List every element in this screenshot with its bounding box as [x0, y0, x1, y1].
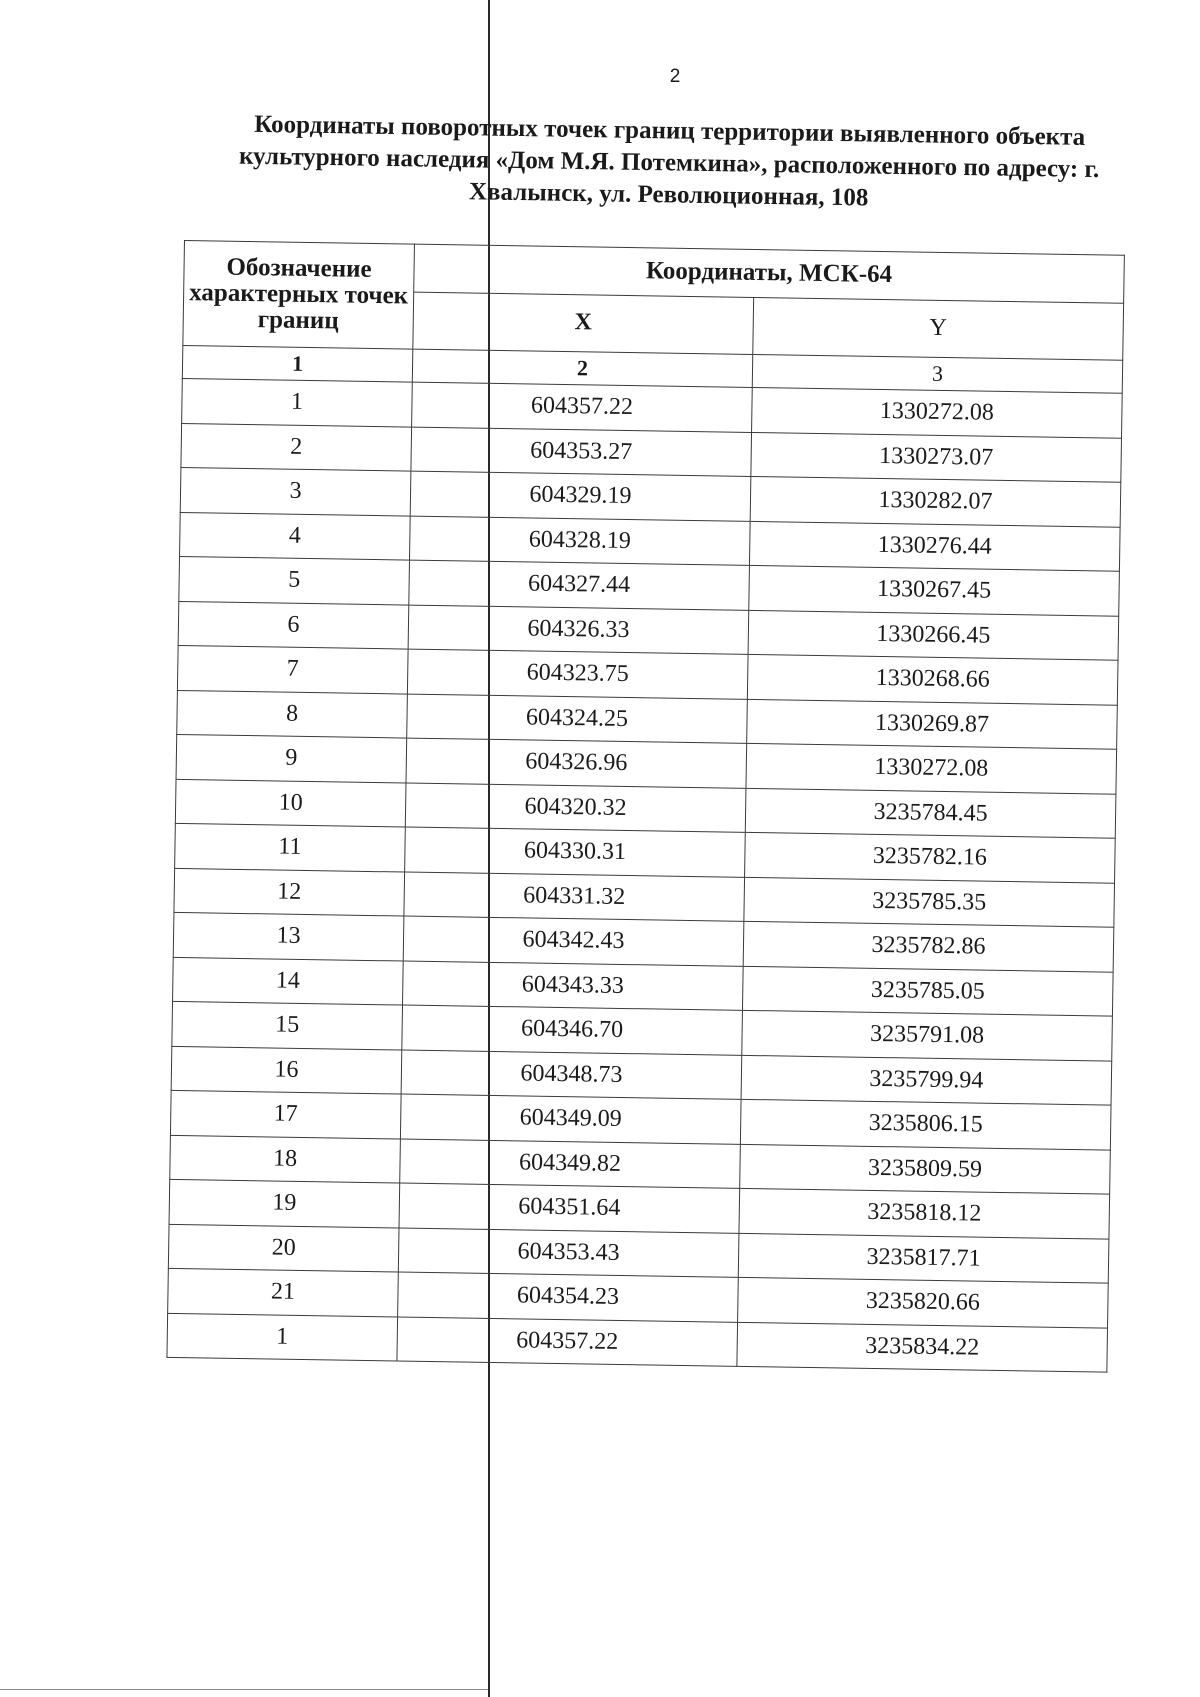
- point-cell: 11: [175, 823, 406, 871]
- point-cell: 13: [173, 912, 404, 960]
- x-cell: 604349.09: [400, 1094, 741, 1144]
- point-cell: 8: [177, 690, 408, 738]
- point-cell: 14: [173, 957, 404, 1005]
- x-cell: 604323.75: [407, 649, 748, 699]
- y-cell: 3235817.71: [738, 1233, 1109, 1283]
- y-cell: 1330268.66: [747, 654, 1118, 704]
- point-cell: 9: [176, 734, 407, 782]
- column-number-1: 1: [182, 345, 412, 382]
- x-cell: 604331.32: [404, 872, 745, 922]
- point-cell: 17: [170, 1090, 401, 1138]
- point-cell: 2: [181, 423, 412, 471]
- x-cell: 604353.43: [398, 1227, 739, 1277]
- x-cell: 604330.31: [405, 827, 746, 877]
- y-cell: 3235782.86: [743, 921, 1114, 971]
- x-cell: 604353.27: [411, 427, 752, 477]
- header-point-designation: Обозначение характерных точек границ: [183, 241, 415, 350]
- x-cell: 604324.25: [407, 694, 748, 744]
- x-cell: 604354.23: [398, 1272, 739, 1322]
- x-cell: 604349.82: [400, 1139, 741, 1189]
- point-cell: 15: [172, 1001, 403, 1049]
- point-cell: 1: [182, 378, 413, 426]
- y-cell: 1330272.08: [752, 387, 1123, 437]
- x-cell: 604326.96: [406, 738, 747, 788]
- y-cell: 1330266.45: [748, 610, 1119, 660]
- point-cell: 6: [178, 601, 409, 649]
- y-cell: 1330282.07: [750, 476, 1121, 526]
- y-cell: 1330267.45: [749, 565, 1120, 615]
- y-cell: 3235834.22: [737, 1322, 1108, 1372]
- y-cell: 3235806.15: [740, 1099, 1111, 1149]
- x-cell: 604328.19: [410, 516, 751, 566]
- point-cell: 21: [168, 1268, 399, 1316]
- y-cell: 3235791.08: [742, 1010, 1113, 1060]
- y-cell: 3235785.05: [742, 966, 1113, 1016]
- x-cell: 604348.73: [401, 1050, 742, 1100]
- column-number-2: 2: [412, 349, 752, 387]
- document-title: Координаты поворотных точек границ территории выявленного объекта культурного наследия «Дом М.Я. Потемкина», расположенного по адресу: г. Хвалынск, ул. Революционная, 108: [238, 110, 1100, 212]
- header-coordinates: Координаты, МСК-64: [414, 244, 1125, 303]
- point-cell: 12: [174, 868, 405, 916]
- point-cell: 20: [168, 1224, 399, 1272]
- x-cell: 604357.22: [397, 1316, 738, 1366]
- y-cell: 3235820.66: [738, 1277, 1109, 1327]
- x-cell: 604351.64: [399, 1183, 740, 1233]
- point-cell: 10: [175, 779, 406, 827]
- y-cell: 3235818.12: [739, 1188, 1110, 1238]
- x-cell: 604342.43: [403, 916, 744, 966]
- scan-edge-line: [0, 1689, 488, 1690]
- header-x: X: [413, 292, 754, 355]
- point-cell: 3: [180, 467, 411, 515]
- x-cell: 604346.70: [402, 1005, 743, 1055]
- x-cell: 604326.33: [408, 605, 749, 655]
- x-cell: 604320.32: [405, 783, 746, 833]
- column-number-3: 3: [752, 354, 1122, 393]
- y-cell: 3235785.35: [744, 877, 1115, 927]
- point-cell: 19: [169, 1179, 400, 1227]
- x-cell: 604327.44: [409, 560, 750, 610]
- point-cell: 4: [180, 512, 411, 560]
- coordinates-table: [166, 240, 1124, 1373]
- y-cell: 1330273.07: [751, 432, 1122, 482]
- y-cell: 3235809.59: [740, 1144, 1111, 1194]
- y-cell: 3235784.45: [745, 788, 1116, 838]
- x-cell: 604343.33: [403, 961, 744, 1011]
- point-cell: 18: [170, 1135, 401, 1183]
- x-cell: 604357.22: [412, 382, 753, 432]
- point-cell: 16: [171, 1046, 402, 1094]
- x-cell: 604329.19: [410, 471, 751, 521]
- page-number: 2: [669, 66, 681, 87]
- point-cell: 5: [179, 556, 410, 604]
- point-cell: 1: [167, 1313, 398, 1361]
- y-cell: 1330272.08: [746, 743, 1117, 793]
- table-body: [167, 378, 1122, 1372]
- y-cell: 3235799.94: [741, 1055, 1112, 1105]
- header-y: Y: [753, 297, 1124, 360]
- y-cell: 3235782.16: [745, 832, 1116, 882]
- y-cell: 1330276.44: [749, 521, 1120, 571]
- y-cell: 1330269.87: [747, 699, 1118, 749]
- point-cell: 7: [177, 645, 408, 693]
